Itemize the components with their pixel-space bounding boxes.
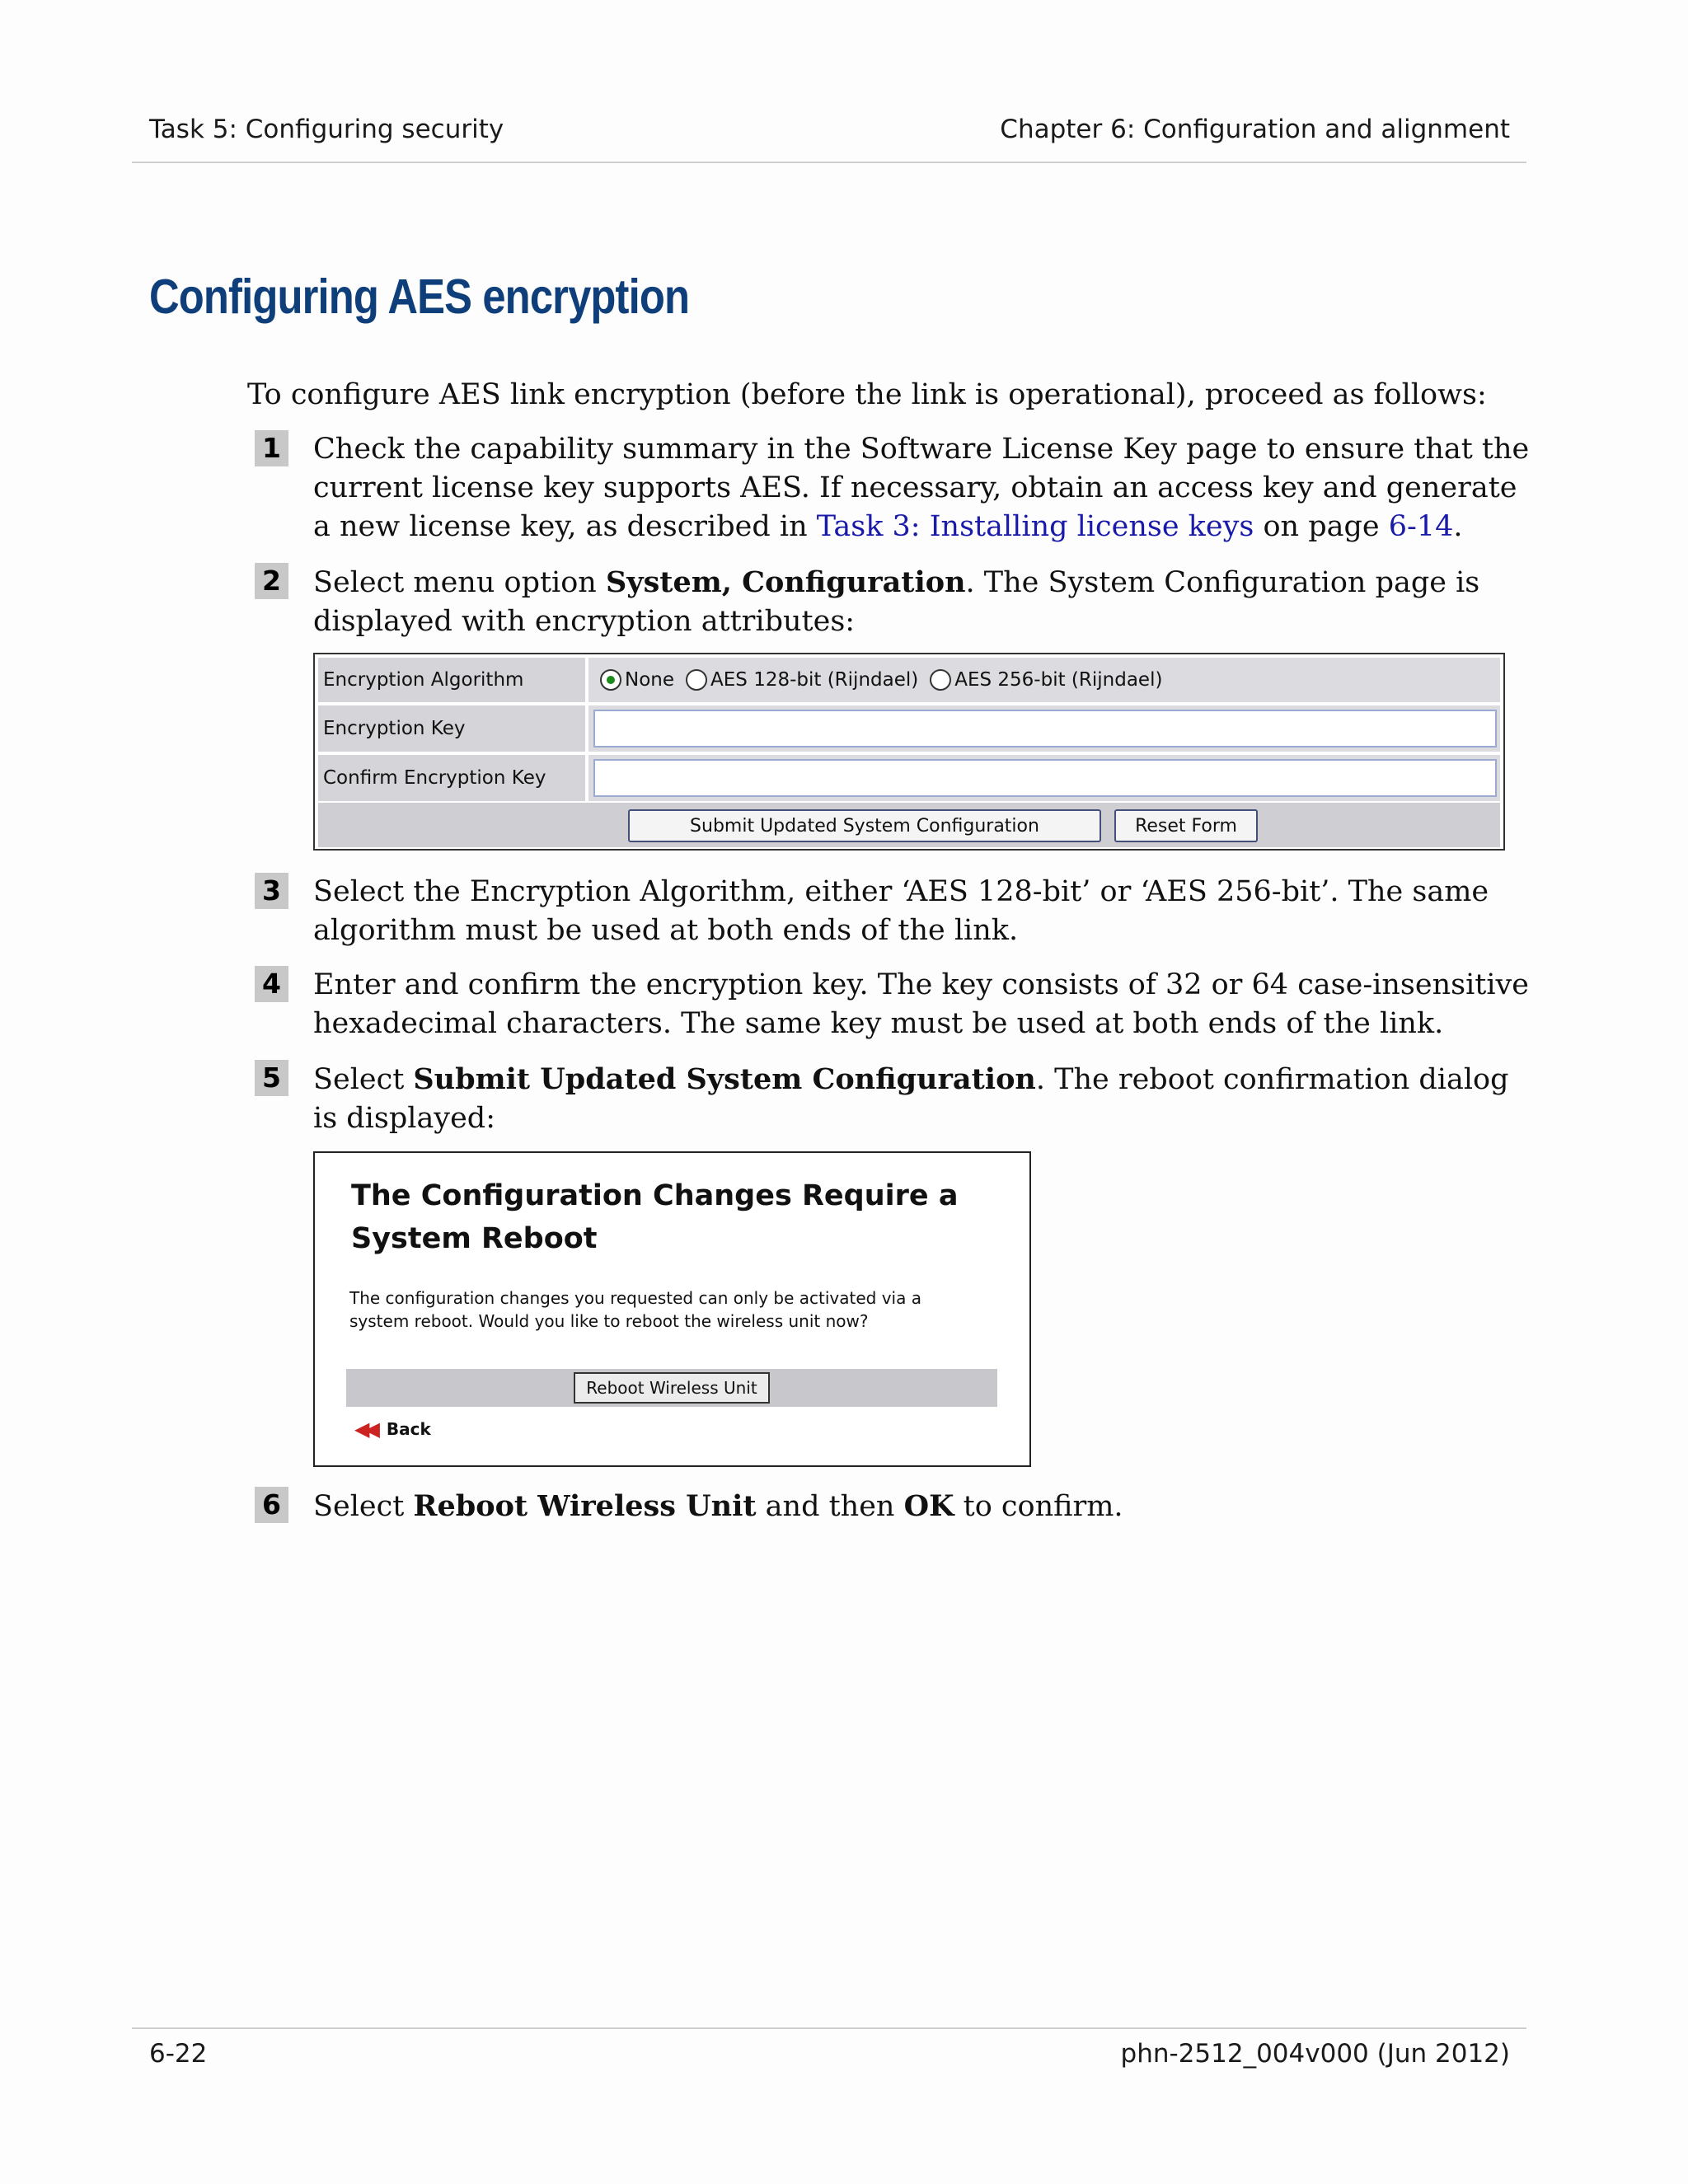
- step-number: 6: [255, 1487, 288, 1523]
- step-6-text-b: and then: [756, 1490, 904, 1523]
- step-6-text-a: Select: [313, 1490, 414, 1523]
- confirm-key-cell: [588, 755, 1500, 801]
- step-number: 2: [255, 563, 288, 599]
- button-row: [318, 803, 1500, 847]
- submit-reference: Submit Updated System Configuration: [413, 1062, 1036, 1096]
- step-2-text-b: . The System Configuration page is displayed with encryption attributes:: [313, 566, 1480, 638]
- page-link[interactable]: 6-14: [1388, 510, 1454, 543]
- radio-none-label: None: [625, 669, 675, 691]
- reboot-reference: Reboot Wireless Unit: [413, 1489, 757, 1523]
- document-id: phn-2512_004v000 (Jun 2012): [1120, 2039, 1510, 2069]
- confirm-key-label: Confirm Encryption Key: [318, 755, 585, 801]
- algorithm-options: [588, 658, 1500, 702]
- page-title: Configuring AES encryption: [149, 269, 690, 324]
- radio-aes-256-label: AES 256-bit (Rijndael): [954, 669, 1163, 691]
- radio-none[interactable]: [600, 669, 621, 691]
- step-5-text-b: . The reboot confirmation dialog is displayed:: [313, 1063, 1509, 1135]
- step-6-text-c: to confirm.: [954, 1490, 1123, 1523]
- confirm-key-row: [318, 755, 1500, 801]
- encryption-key-input[interactable]: [593, 710, 1497, 748]
- reboot-wireless-unit-button[interactable]: Reboot Wireless Unit: [574, 1372, 770, 1404]
- encryption-key-label: Encryption Key: [318, 705, 585, 752]
- intro-paragraph: To configure AES link encryption (before the link is operational), proceed as follows:: [247, 378, 1487, 411]
- step-2-text-a: Select menu option: [313, 566, 606, 599]
- step-number: 4: [255, 966, 288, 1002]
- page-number: 6-22: [149, 2039, 208, 2069]
- step-1-text: [313, 430, 1533, 546]
- radio-aes-128[interactable]: [686, 669, 707, 691]
- step-4-text: Enter and confirm the encryption key. The key consists of 32 or 64 case-insensitive hexadecimal characters. The same key must be used at both ends of the link.: [313, 968, 1530, 1040]
- reboot-confirmation-dialog: [313, 1151, 1031, 1467]
- step-number: 5: [255, 1060, 288, 1096]
- ok-reference: OK: [903, 1489, 954, 1523]
- back-link[interactable]: [354, 1417, 431, 1441]
- footer-rule: [132, 2027, 1526, 2029]
- encryption-key-cell: [588, 705, 1500, 752]
- radio-aes-128-label: AES 128-bit (Rijndael): [710, 669, 919, 691]
- back-label: Back: [386, 1419, 431, 1439]
- running-header-section: Task 5: Configuring security: [149, 115, 504, 144]
- step-5-text-a: Select: [313, 1063, 414, 1096]
- step-1-text-c: .: [1453, 510, 1463, 543]
- step-3-text: Select the Encryption Algorithm, either ‘AES 128-bit’ or ‘AES 256-bit’. The same algorithm must be used at both ends of the link.: [313, 875, 1489, 947]
- step-1-text-b: on page: [1254, 510, 1389, 543]
- dialog-message: The configuration changes you requested can only be activated via a system reboot. Would you like to reboot the wireless unit now?: [349, 1288, 921, 1331]
- submit-configuration-button[interactable]: Submit Updated System Configuration: [628, 809, 1101, 842]
- header-rule: [132, 162, 1526, 163]
- confirm-key-input[interactable]: [593, 759, 1497, 797]
- menu-path: System, Configuration: [605, 565, 966, 599]
- step-5-text: [313, 1060, 1533, 1138]
- task3-link[interactable]: Task 3: Installing license keys: [816, 510, 1254, 543]
- radio-aes-256[interactable]: [930, 669, 951, 691]
- system-configuration-panel: [313, 653, 1505, 851]
- dialog-button-bar: [346, 1369, 997, 1407]
- encryption-key-row: [318, 705, 1500, 752]
- step-number: 1: [255, 430, 288, 466]
- step-number: 3: [255, 873, 288, 909]
- step-6-text: [313, 1487, 1533, 1526]
- running-header-chapter: Chapter 6: Configuration and alignment: [1000, 115, 1510, 144]
- dialog-title: The Configuration Changes Require a System Reboot: [351, 1179, 959, 1255]
- step-2-text: [313, 563, 1533, 641]
- back-arrow-icon: ◀◀: [354, 1418, 375, 1441]
- algorithm-row: [318, 658, 1500, 702]
- algorithm-label: Encryption Algorithm: [318, 658, 585, 702]
- step-1-text-a: Check the capability summary in the Software License Key page to ensure that the current license key supports AES. If necessary, obtain an access key and generate a new license key, as described in: [313, 433, 1530, 543]
- reset-form-button[interactable]: Reset Form: [1114, 809, 1258, 842]
